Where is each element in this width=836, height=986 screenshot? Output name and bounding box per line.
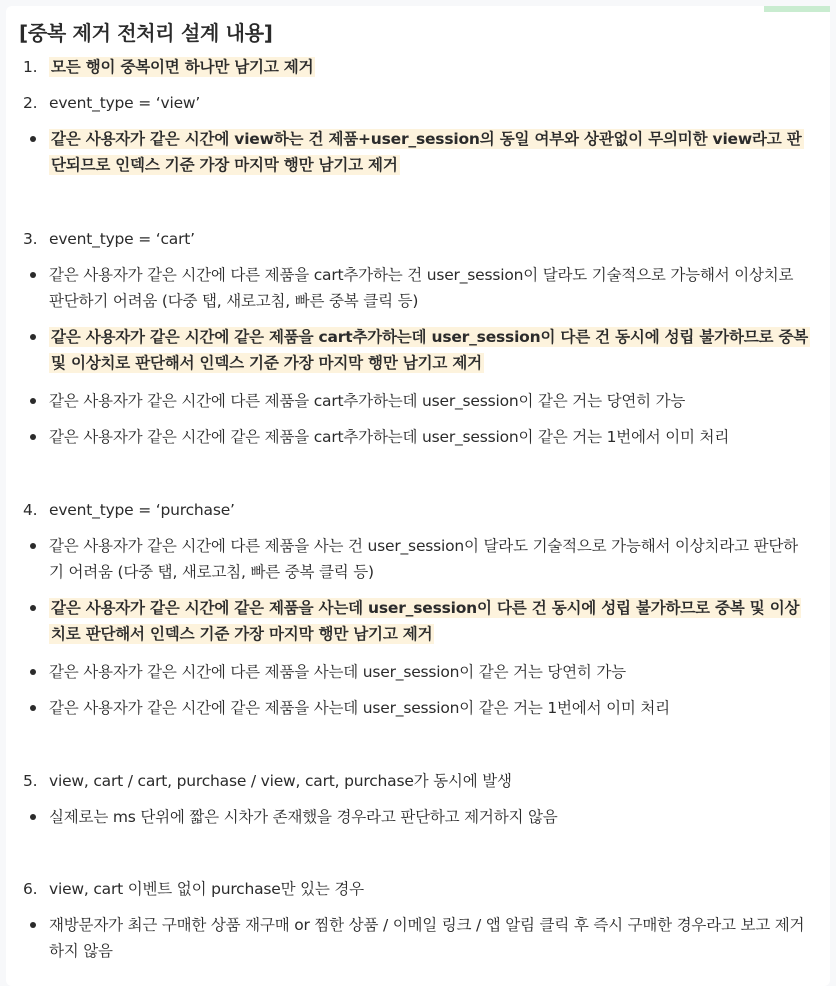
bullet-icon <box>30 398 36 404</box>
item-number: 4. <box>23 501 38 519</box>
item-text: event_type = ‘cart’ <box>49 230 195 248</box>
bullet-icon <box>30 334 36 340</box>
item-number: 3. <box>23 230 38 248</box>
item-text: event_type = ‘view’ <box>49 94 201 112</box>
item-text: view, cart / cart, purchase / view, cart, purchase가 동시에 발생 <box>49 772 512 790</box>
bullet-icon <box>30 434 36 440</box>
item-text: 재방문자가 최근 구매한 상품 재구매 or 찜한 상품 / 이메일 링크 / 앱 알림 클릭 후 즉시 구매한 경우라고 보고 제거하지 않음 <box>49 916 805 960</box>
item-text: 같은 사용자가 같은 시간에 같은 제품을 cart추가하는데 user_session이 다른 건 동시에 성립 불가하므로 중복 및 이상치로 판단해서 인덱스 기준 가장 마지막 행만 남기고 제거 <box>51 328 809 372</box>
item-text: 같은 사용자가 같은 시간에 다른 제품을 cart추가하는데 user_session이 같은 거는 당연히 가능 <box>49 392 686 410</box>
corner-accent <box>764 6 830 12</box>
bullet-icon <box>30 669 36 675</box>
item-text: 같은 사용자가 같은 시간에 같은 제품을 사는데 user_session이 같은 거는 1번에서 이미 처리 <box>49 699 670 717</box>
item-number: 6. <box>23 880 38 898</box>
bullet-icon <box>30 814 36 820</box>
item-text: event_type = ‘purchase’ <box>49 501 235 519</box>
item-text: 같은 사용자가 같은 시간에 다른 제품을 사는 건 user_session이 달라도 기술적으로 가능해서 이상치라고 판단하기 어려움 (다중 탭, 새로고침, 빠른 중복 클릭 등) <box>49 537 798 581</box>
item-number: 2. <box>23 94 38 112</box>
item-text: 모든 행이 중복이면 하나만 남기고 제거 <box>51 58 314 76</box>
item-text: 같은 사용자가 같은 시간에 같은 제품을 cart추가하는데 user_session이 같은 거는 1번에서 이미 처리 <box>49 428 730 446</box>
item-text: 실제로는 ms 단위에 짧은 시차가 존재했을 경우라고 판단하고 제거하지 않음 <box>49 808 558 826</box>
item-text: 같은 사용자가 같은 시간에 다른 제품을 사는데 user_session이 같은 거는 당연히 가능 <box>49 663 626 681</box>
item-number: 1. <box>23 58 38 76</box>
item-text: 같은 사용자가 같은 시간에 view하는 건 제품+user_session의 동일 여부와 상관없이 무의미한 view라고 판단되므로 인덱스 기준 가장 마지막 행만 남기고 제거 <box>51 130 802 174</box>
bullet-icon <box>30 605 36 611</box>
item-text: 같은 사용자가 같은 시간에 다른 제품을 cart추가하는 건 user_session이 달라도 기술적으로 가능해서 이상치로 판단하기 어려움 (다중 탭, 새로고침, 빠른 중복 클릭 등) <box>49 266 794 310</box>
document-page <box>6 6 830 986</box>
bullet-icon <box>30 136 36 142</box>
bullet-icon <box>30 543 36 549</box>
bullet-icon <box>30 705 36 711</box>
item-text: 같은 사용자가 같은 시간에 같은 제품을 사는데 user_session이 다른 건 동시에 성립 불가하므로 중복 및 이상치로 판단해서 인덱스 기준 가장 마지막 행만 남기고 제거 <box>51 599 800 643</box>
item-number: 5. <box>23 772 38 790</box>
bullet-icon <box>30 272 36 278</box>
page-title: [중복 제거 전처리 설계 내용] <box>19 21 273 45</box>
bullet-icon <box>30 922 36 928</box>
item-text: view, cart 이벤트 없이 purchase만 있는 경우 <box>49 880 364 898</box>
